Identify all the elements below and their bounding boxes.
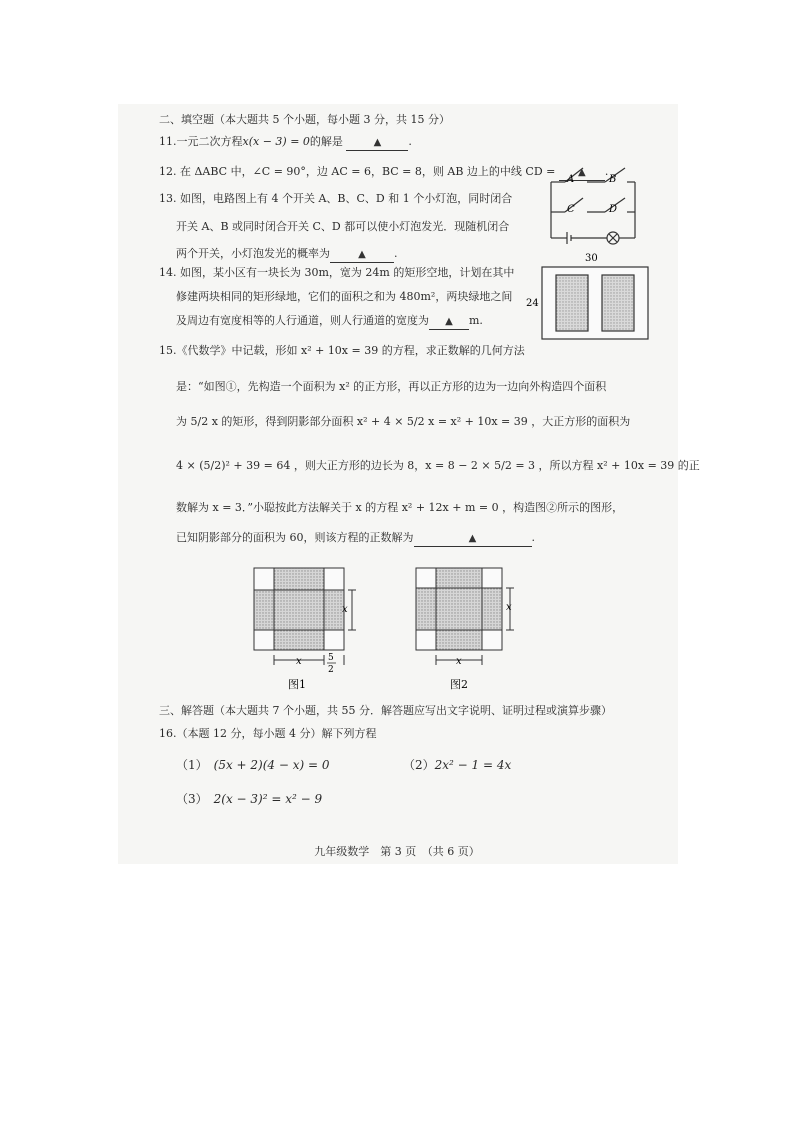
- switch-label-b: B: [609, 174, 617, 185]
- q11-answer-blank: [346, 134, 408, 151]
- fig1-half-den: 2: [328, 665, 334, 675]
- triangle-marker-icon: ▲: [373, 137, 382, 148]
- fig1-x-horizontal: x: [296, 656, 302, 667]
- q16-part1-number: （1）: [176, 758, 208, 772]
- q15-line5: 数解为 x = 3．”小聪按此方法解关于 x 的方程 x² + 12x + m = 0 ，构造图②所示的图形，: [176, 501, 624, 514]
- q11-end: .: [408, 135, 412, 148]
- q16-part1: [176, 758, 330, 773]
- question-12: [159, 164, 608, 181]
- section3-title: 三、解答题（本大题共 7 个小题，共 55 分．解答题应写出文字说明、证明过程或演算步骤）: [159, 704, 612, 717]
- garden-diagram: [526, 250, 652, 342]
- figure-2: [412, 564, 522, 692]
- section2-title: 二、填空题（本大题共 5 个小题，每小题 3 分，共 15 分）: [159, 113, 450, 126]
- fig2-x-vertical: x: [506, 602, 512, 613]
- triangle-marker-icon: ▲: [358, 249, 366, 260]
- q14-line3: [176, 313, 483, 330]
- height-label-24: 24: [526, 298, 539, 309]
- q15-line6-text: 已知阴影部分的面积为 60，则该方程的正数解为: [176, 531, 414, 544]
- fig1-half-num: 5: [328, 653, 334, 663]
- triangle-marker-icon: ▲: [445, 316, 453, 327]
- page-footer: 九年级数学 第 3 页 （共 6 页）: [314, 845, 480, 858]
- q13-line3-text: 两个开关，小灯泡发光的概率为: [176, 247, 330, 260]
- switch-label-c: C: [567, 204, 575, 215]
- q13-line1: 13. 如图，电路图上有 4 个开关 A、B、C、D 和 1 个小灯泡，同时闭合: [159, 192, 513, 205]
- q12-end: .: [604, 165, 609, 178]
- q13-answer-blank: [330, 246, 394, 263]
- fig1-caption: 图1: [288, 678, 306, 691]
- q13-end: .: [394, 247, 398, 260]
- q16-part2: [403, 758, 511, 773]
- q16-part2-number: （2）: [403, 758, 435, 772]
- q15-end: .: [531, 531, 535, 544]
- q14-line1: 14. 如图，某小区有一块长为 30m，宽为 24m 的矩形空地，计划在其中: [159, 266, 515, 279]
- q15-line2: 是：“如图①，先构造一个面积为 x² 的正方形，再以正方形的边为一边向外构造四个面积: [176, 380, 607, 393]
- fig1-x-vertical: x: [342, 604, 348, 615]
- fig2-x-horizontal: x: [456, 656, 462, 667]
- q11-equation: x(x − 3) = 0: [242, 135, 310, 148]
- question-11: [159, 134, 412, 151]
- switch-label-d: D: [609, 204, 618, 215]
- q16-part2-equation: 2x² − 1 = 4x: [434, 758, 512, 772]
- q13-line3: [176, 246, 398, 263]
- q16-part3: [176, 792, 322, 807]
- q15-line4: 4 × (5/2)² + 39 = 64 ，则大正方形的边长为 8，x = 8 − 2 × 5/2 = 3 ，所以方程 x² + 10x = 39 的正: [176, 459, 700, 472]
- q16-part1-equation: (5x + 2)(4 − x) = 0: [213, 758, 330, 772]
- fig2-caption: 图2: [450, 678, 468, 691]
- q11-text-after: 的解是: [309, 135, 343, 148]
- width-label-30: 30: [585, 253, 598, 264]
- triangle-marker-icon: ▲: [468, 533, 477, 544]
- q15-line1: 15.《代数学》中记载，形如 x² + 10x = 39 的方程，求正数解的几何方法: [159, 344, 525, 357]
- green-plot-left: [556, 275, 588, 331]
- q11-number: 11.: [159, 135, 177, 148]
- switch-label-a: A: [567, 174, 575, 185]
- circuit-diagram: [543, 160, 643, 252]
- figure-1: [250, 564, 360, 692]
- q15-line6: [176, 530, 535, 547]
- q16-head: 16.（本题 12 分，每小题 4 分）解下列方程: [159, 727, 377, 740]
- q14-unit: m.: [469, 314, 483, 327]
- q14-line3-text: 及周边有宽度相等的人行通道，则人行通道的宽度为: [176, 314, 429, 327]
- q16-part3-number: （3）: [176, 792, 208, 806]
- q16-part3-equation: 2(x − 3)² = x² − 9: [213, 792, 323, 806]
- q12-text: 12. 在 ΔABC 中，∠C = 90°，边 AC = 6，BC = 8，则 AB 边上的中线 CD =: [159, 165, 556, 178]
- q14-line2: 修建两块相同的矩形绿地，它们的面积之和为 480m²，两块绿地之间: [176, 290, 513, 303]
- q13-line2: 开关 A、B 或同时闭合开关 C、D 都可以使小灯泡发光．现随机闭合: [176, 220, 510, 233]
- q15-answer-blank: [414, 530, 532, 547]
- q11-text-before: 一元二次方程: [176, 135, 243, 148]
- green-plot-right: [602, 275, 634, 331]
- triangle-marker-icon: ▲: [578, 167, 586, 178]
- q15-line3: 为 5/2 x 的矩形，得到阴影部分面积 x² + 4 × 5/2 x = x² + 10x = 39 ，大正方形的面积为: [176, 415, 631, 428]
- q14-answer-blank: [429, 313, 469, 330]
